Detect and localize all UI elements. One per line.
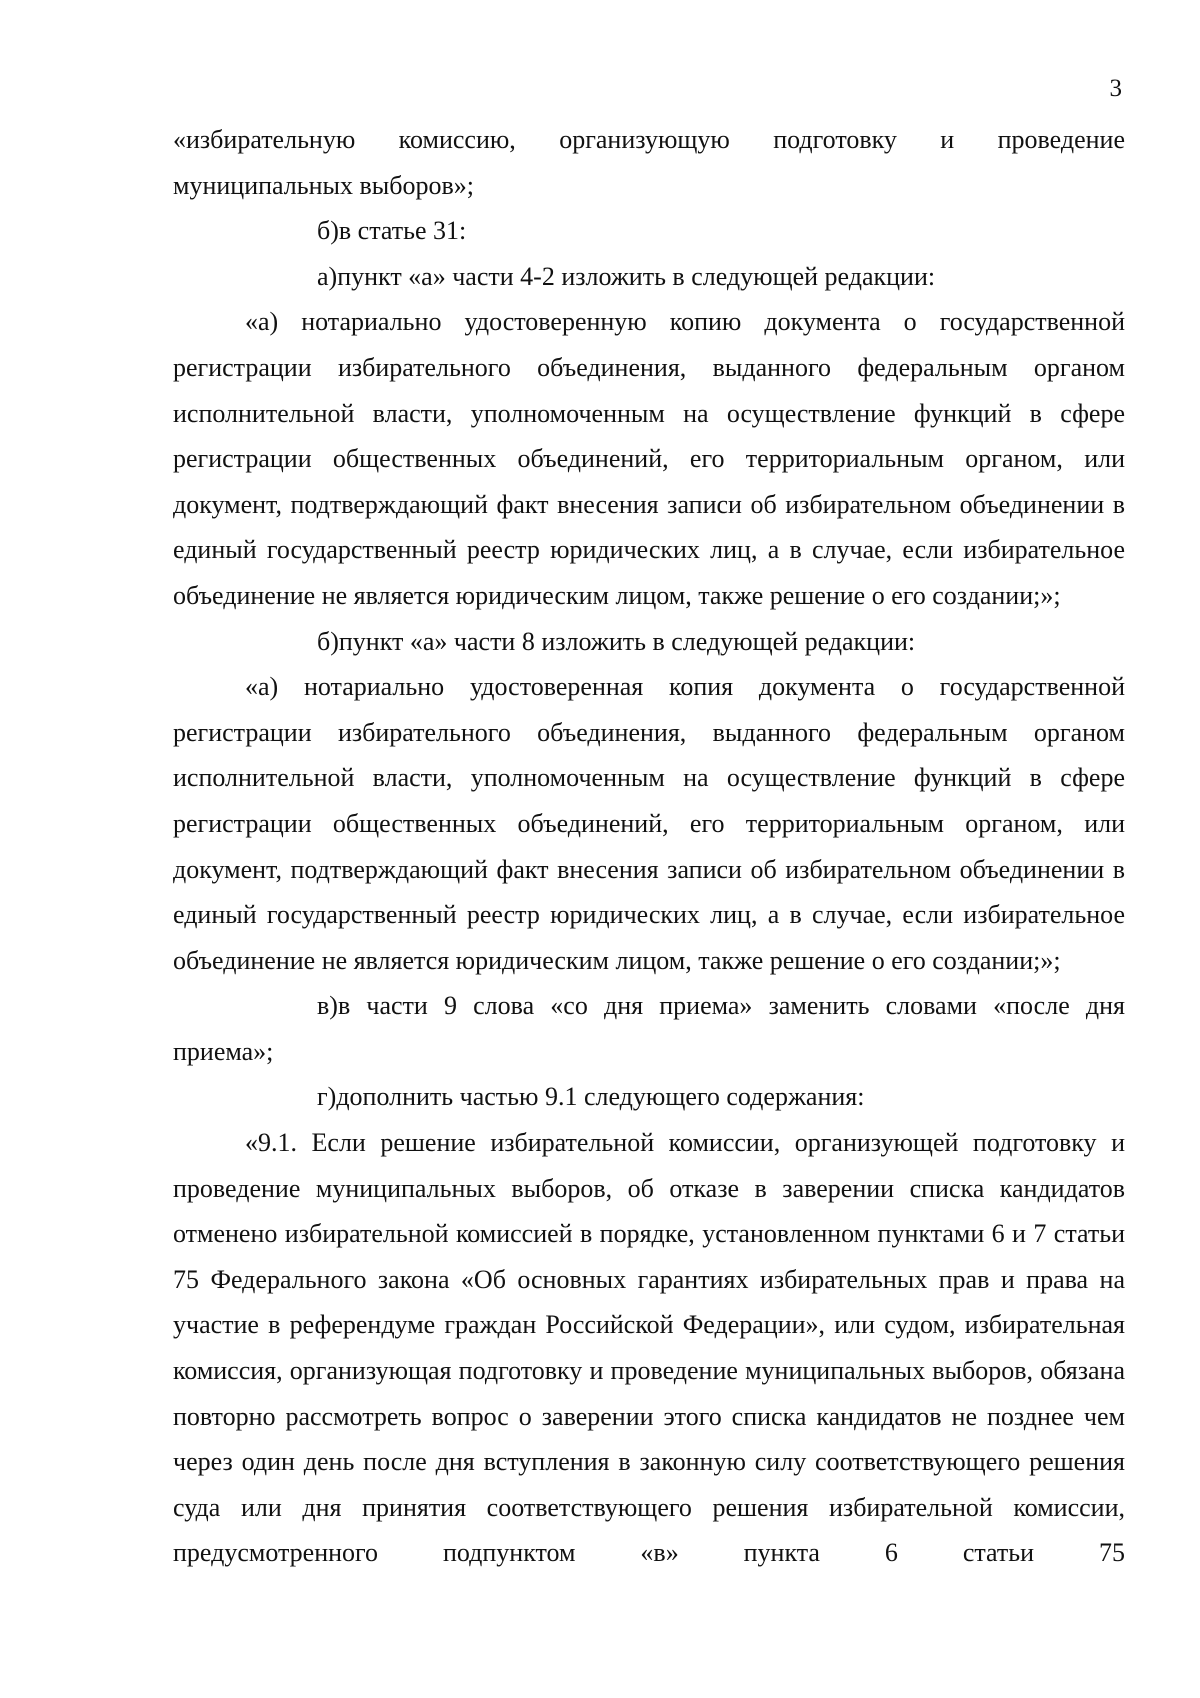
paragraph-text: пункт «а» части 8 изложить в следующей редакции: xyxy=(338,626,916,656)
document-body xyxy=(173,117,1125,1576)
paragraph-quote-part-9-1 xyxy=(173,1120,1125,1576)
paragraph-subitem-g xyxy=(173,1074,1125,1120)
list-marker: б) xyxy=(317,626,339,656)
paragraph-subitem-b xyxy=(173,619,1125,665)
paragraph-text: в статье 31: xyxy=(338,216,467,246)
paragraph-text: дополнить частью 9.1 следующего содержания: xyxy=(336,1082,865,1112)
paragraph-text: в части 9 слова «со дня приема» заменить словами «после дня приема»; xyxy=(173,991,1125,1066)
page-number: 3 xyxy=(1109,75,1122,102)
paragraph-text: «избирательную комиссию, организующую подготовку и проведение муниципальных выборов»; xyxy=(173,125,1125,200)
list-marker: а) xyxy=(317,261,338,291)
paragraph-quote-part-4-2 xyxy=(173,299,1125,618)
paragraph-item-b-article-31 xyxy=(173,208,1125,254)
paragraph-text: «а) нотариально удостоверенная копия документа о государственной регистрации избирательного объединения, выданного федеральным органом исполнительной власти, уполномоченным на осуществление функций в сфере регистрации общественных объединений, его территориальным органом, или документ, подтверждающий факт внесения записи об избирательном объединении в единый государственный реестр юридических лиц, а в случае, если избирательное объединение не является юридическим лицом, также решение о его создании;»; xyxy=(173,672,1125,975)
paragraph-subitem-v xyxy=(173,983,1125,1074)
list-marker: в) xyxy=(317,991,338,1021)
paragraph-continuation xyxy=(173,117,1125,208)
paragraph-subitem-a xyxy=(173,254,1125,300)
list-marker: г) xyxy=(317,1082,337,1112)
paragraph-text: пункт «а» части 4-2 изложить в следующей редакции: xyxy=(337,261,936,291)
paragraph-quote-part-8 xyxy=(173,664,1125,983)
paragraph-text: «а) нотариально удостоверенную копию документа о государственной регистрации избирательного объединения, выданного федеральным органом исполнительной власти, уполномоченным на осуществление функций в сфере регистрации общественных объединений, его территориальным органом, или документ, подтверждающий факт внесения записи об избирательном объединении в единый государственный реестр юридических лиц, а в случае, если избирательное объединение не является юридическим лицом, также решение о его создании;»; xyxy=(173,307,1125,610)
list-marker: б) xyxy=(317,216,339,246)
paragraph-text: «9.1. Если решение избирательной комиссии, организующей подготовку и проведение муниципальных выборов, об отказе в заверении списка кандидатов отменено избирательной комиссией в порядке, установленном пунктами 6 и 7 статьи 75 Федерального закона «Об основных гарантиях избирательных прав и права на участие в референдуме граждан Российской Федерации», или судом, избирательная комиссия, организующая подготовку и проведение муниципальных выборов, обязана повторно рассмотреть вопрос о заверении этого списка кандидатов не позднее чем через один день после дня вступления в законную силу соответствующего решения суда или дня принятия соответствующего решения избирательной комиссии, предусмотренного подпунктом «в» пункта 6 статьи 75 xyxy=(173,1128,1125,1568)
